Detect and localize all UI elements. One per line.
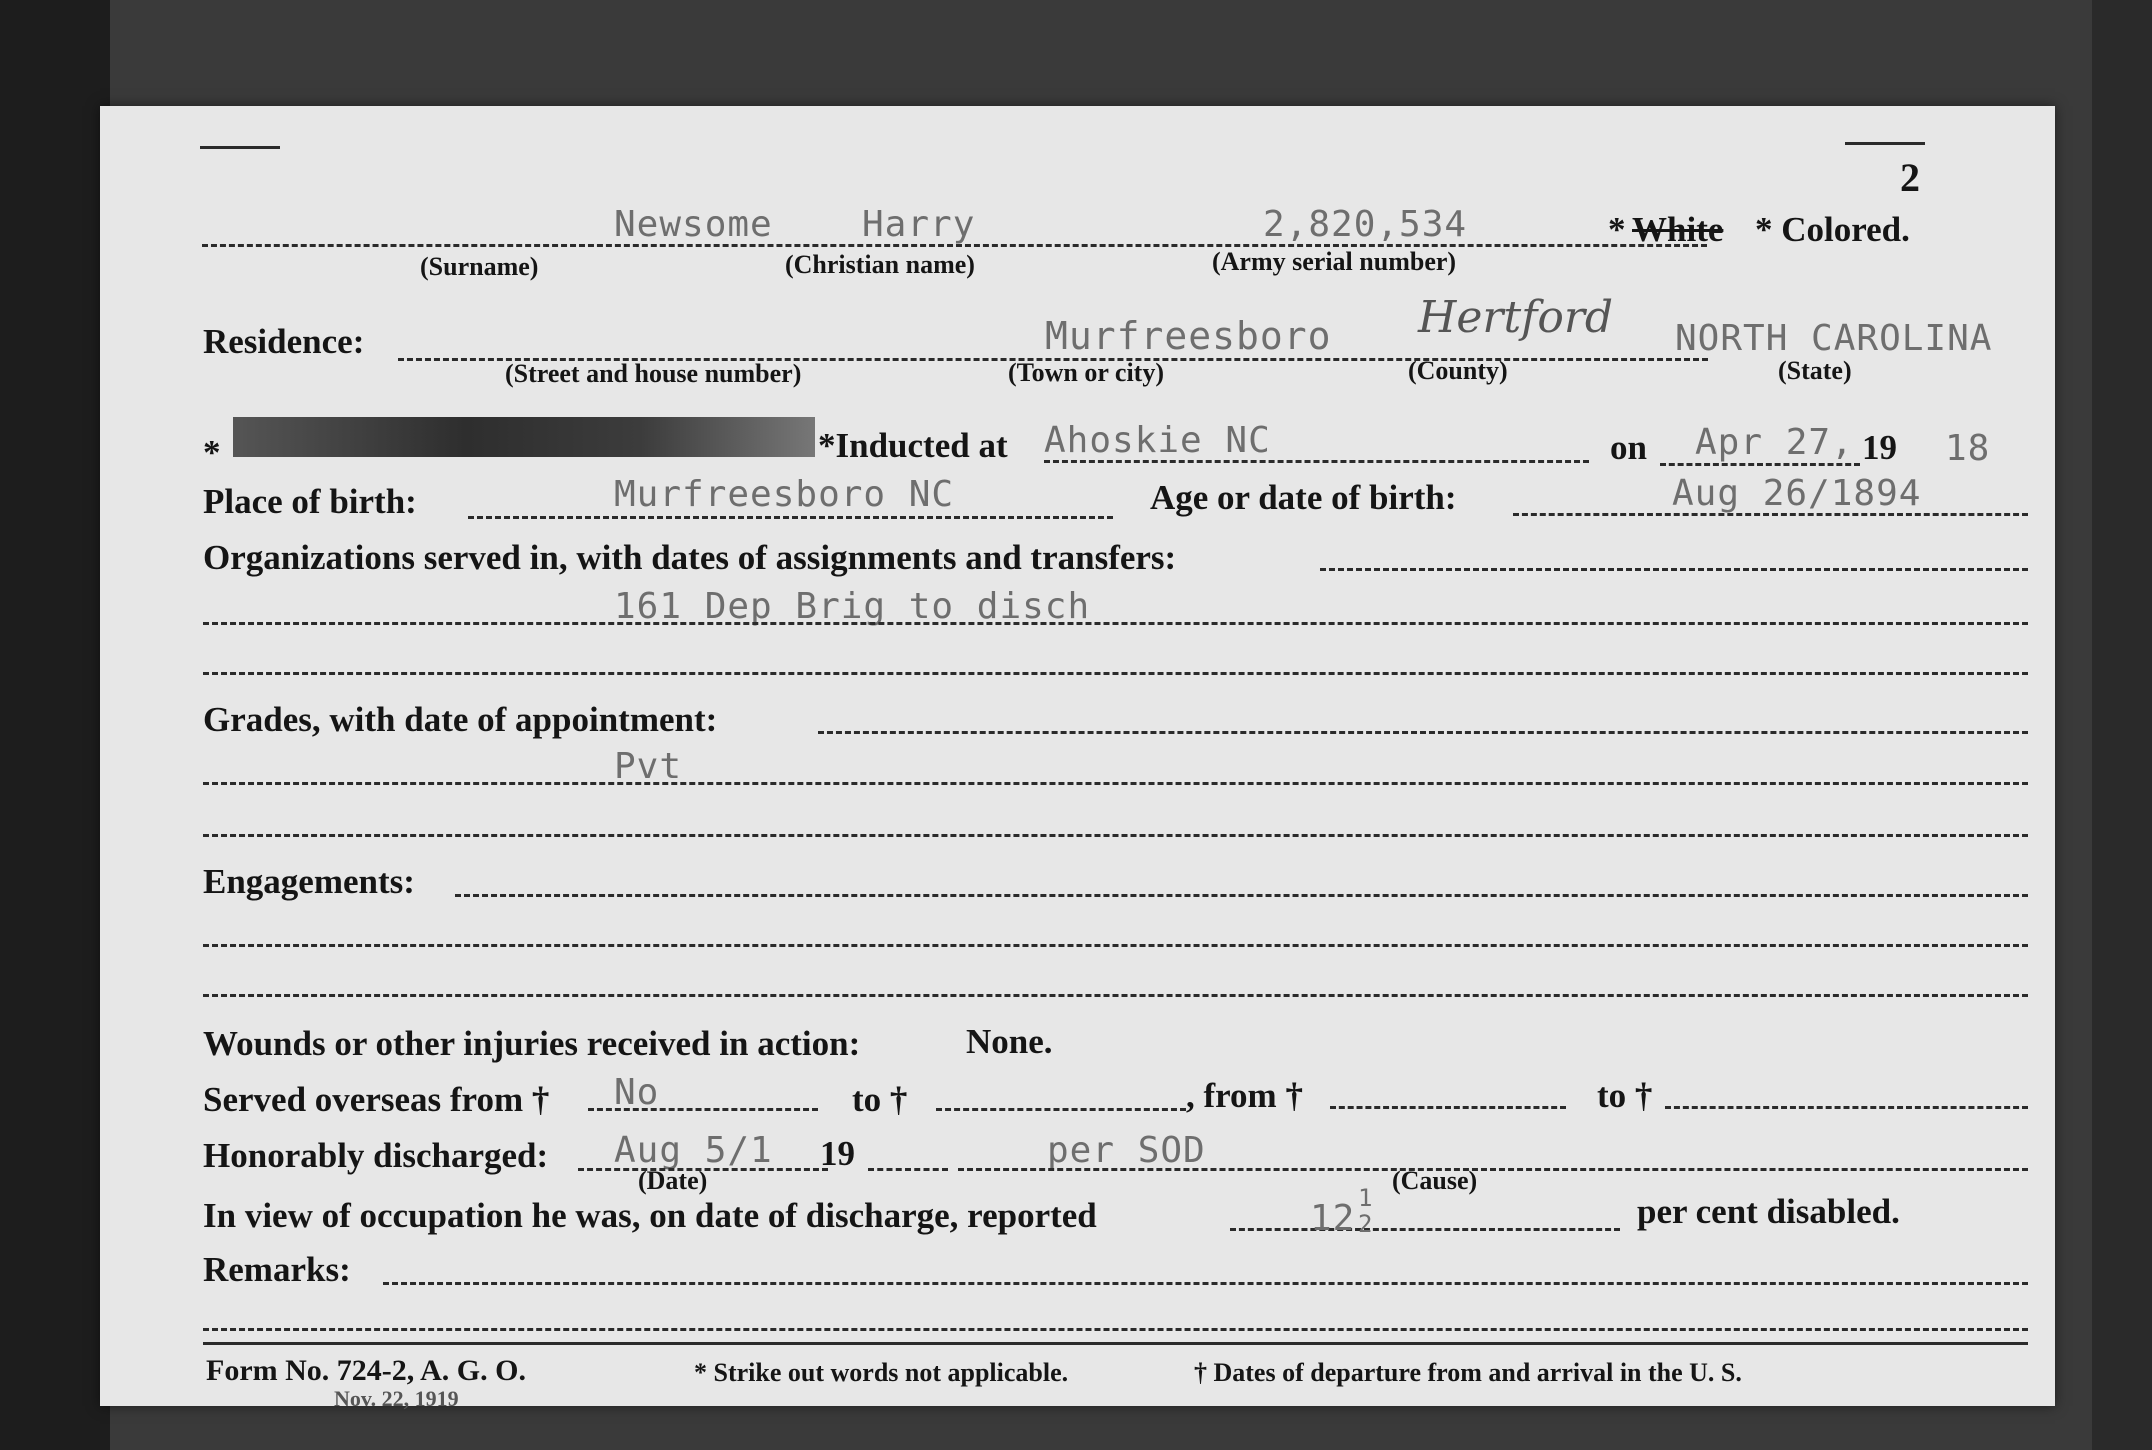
discharge-cause-caption: (Cause) — [1392, 1166, 1478, 1195]
discharge-cause-line — [958, 1168, 2028, 1171]
wounds-value: None. — [966, 1022, 1053, 1061]
disability-line — [1230, 1228, 1620, 1231]
christian-name-value: Harry — [862, 204, 976, 245]
disability-numerator: 1 — [1358, 1184, 1374, 1212]
disability-label: In view of occupation he was, on date of discharge, reported — [203, 1196, 1097, 1235]
top-left-rule — [200, 146, 280, 149]
residence-label: Residence: — [203, 322, 365, 361]
christian-caption: (Christian name) — [785, 250, 975, 279]
scan-background-left — [0, 0, 110, 1450]
remarks-line-2 — [203, 1328, 2028, 1331]
remarks-line-1 — [383, 1282, 2028, 1285]
dates-note: † Dates of departure from and arrival in the U. S. — [1194, 1358, 1742, 1387]
grades-line-1 — [818, 731, 2028, 734]
form-date: Nov. 22, 1919 — [334, 1386, 459, 1411]
scan-background-right — [2092, 0, 2152, 1450]
disability-suffix: per cent disabled. — [1637, 1192, 1900, 1231]
state-value: NORTH CAROLINA — [1675, 318, 1993, 359]
inducted-value: Ahoskie NC — [1044, 420, 1271, 461]
disability-denominator: 2 — [1358, 1210, 1374, 1238]
organizations-line-2 — [203, 622, 2028, 625]
overseas-from-label: Served overseas from † — [203, 1080, 550, 1119]
discharge-date-caption: (Date) — [638, 1166, 708, 1195]
discharge-cause-value: per SOD — [1047, 1130, 1206, 1171]
overseas-from-label-2: , from † — [1186, 1076, 1303, 1115]
surname-caption: (Surname) — [420, 252, 539, 281]
age-value: Aug 26/1894 — [1672, 473, 1922, 514]
race-colored: * Colored. — [1755, 210, 1910, 249]
town-value: Murfreesboro — [1045, 314, 1332, 358]
overseas-from-value: No — [614, 1072, 660, 1113]
street-caption: (Street and house number) — [505, 359, 802, 388]
serial-value: 2,820,534 — [1263, 204, 1468, 245]
place-of-birth-line — [468, 516, 1113, 519]
induction-date-line — [1660, 463, 1860, 466]
surname-value: Newsome — [614, 204, 773, 245]
on-label: on — [1610, 428, 1647, 467]
organizations-value: 161 Dep Brig to disch — [614, 586, 1091, 627]
strike-note: * Strike out words not applicable. — [694, 1358, 1069, 1387]
place-of-birth-value: Murfreesboro NC — [614, 474, 955, 515]
overseas-to-label-2: to † — [1597, 1076, 1653, 1115]
grades-value: Pvt — [614, 746, 683, 787]
discharge-year-prefix: 19 — [820, 1134, 855, 1173]
remarks-label: Remarks: — [203, 1250, 351, 1289]
place-of-birth-label: Place of birth: — [203, 482, 417, 521]
induction-year-prefix: 19 — [1862, 428, 1897, 467]
enlisted-asterisk: * — [203, 433, 221, 472]
form-number: Form No. 724-2, A. G. O. — [206, 1354, 526, 1387]
county-caption: (County) — [1408, 356, 1508, 385]
organizations-line-1 — [1320, 568, 2028, 571]
top-right-rule — [1845, 142, 1925, 145]
overseas-to-line-1 — [936, 1108, 1186, 1111]
town-caption: (Town or city) — [1008, 358, 1164, 387]
footer-rule — [203, 1342, 2028, 1345]
engagements-line-1 — [455, 894, 2028, 897]
grades-line-2 — [203, 782, 2028, 785]
overseas-to-label-1: to † — [852, 1080, 908, 1119]
card-number: 2 — [1900, 155, 1920, 200]
organizations-line-3 — [203, 672, 2028, 675]
grades-label: Grades, with date of appointment: — [203, 700, 718, 739]
serial-caption: (Army serial number) — [1212, 247, 1457, 276]
discharged-label: Honorably discharged: — [203, 1136, 549, 1175]
engagements-line-3 — [203, 994, 2028, 997]
overseas-from-line — [588, 1108, 818, 1111]
race-white: White — [1632, 210, 1724, 249]
discharge-date-value: Aug 5/1 — [614, 1130, 773, 1171]
engagements-line-2 — [203, 944, 2028, 947]
grades-line-3 — [203, 834, 2028, 837]
engagements-label: Engagements: — [203, 862, 415, 901]
wounds-label: Wounds or other injuries received in action: — [203, 1024, 861, 1063]
redacted-enlistment-text — [233, 417, 815, 457]
organizations-label: Organizations served in, with dates of assignments and transfers: — [203, 538, 1177, 577]
record-card — [100, 106, 2055, 1411]
overseas-from-line-2 — [1330, 1106, 1566, 1109]
inducted-line — [1044, 460, 1589, 463]
age-label: Age or date of birth: — [1150, 478, 1457, 517]
induction-year: 18 — [1945, 428, 1991, 469]
state-caption: (State) — [1778, 356, 1852, 385]
overseas-to-line-2 — [1665, 1106, 2028, 1109]
induction-date: Apr 27, — [1695, 422, 1854, 463]
race-asterisk: * — [1608, 210, 1626, 249]
disability-whole: 12 — [1310, 1198, 1356, 1239]
discharge-year-line — [868, 1168, 948, 1171]
inducted-label: *Inducted at — [818, 426, 1008, 465]
county-value: Hertford — [1418, 292, 1614, 343]
